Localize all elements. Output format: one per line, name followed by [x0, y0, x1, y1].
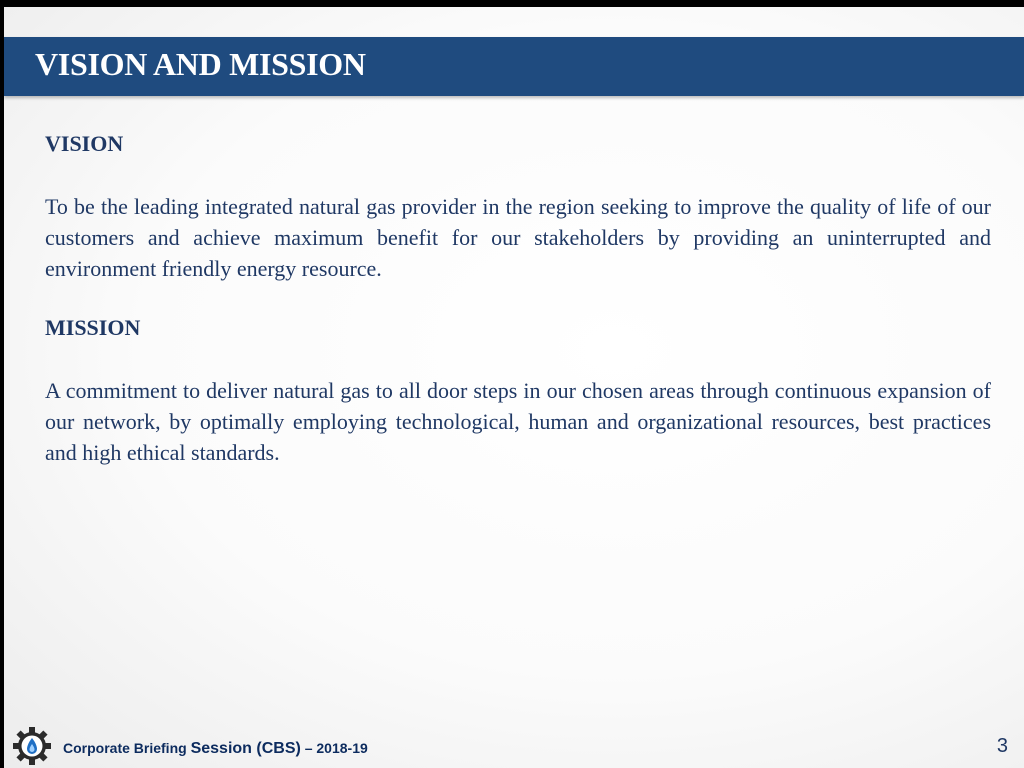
- slide-title: VISION AND MISSION: [35, 46, 366, 82]
- gear-flame-logo-icon: [8, 726, 56, 766]
- mission-heading: MISSION: [45, 315, 141, 340]
- footer-part1: Corporate Briefing: [63, 740, 191, 756]
- title-bar: [4, 37, 1024, 96]
- footer-text: [63, 740, 368, 758]
- footer-part3: – 2018-19: [300, 740, 368, 756]
- mission-text: A commitment to deliver natural gas to all door steps in our chosen areas through continuous expansion of our network, by optimally employing technological, human and organizational resources, best practices and high ethical standards.: [45, 378, 991, 465]
- page-number: 3: [996, 735, 1008, 757]
- vision-heading: VISION: [45, 131, 124, 156]
- vision-text: To be the leading integrated natural gas provider in the region seeking to improve the quality of life of our customers and achieve maximum benefit for our stakeholders by providing an uninterrupted and environment friendly energy resource.: [45, 194, 991, 281]
- footer-part2: Session (CBS): [190, 740, 301, 757]
- slide: [4, 7, 1024, 768]
